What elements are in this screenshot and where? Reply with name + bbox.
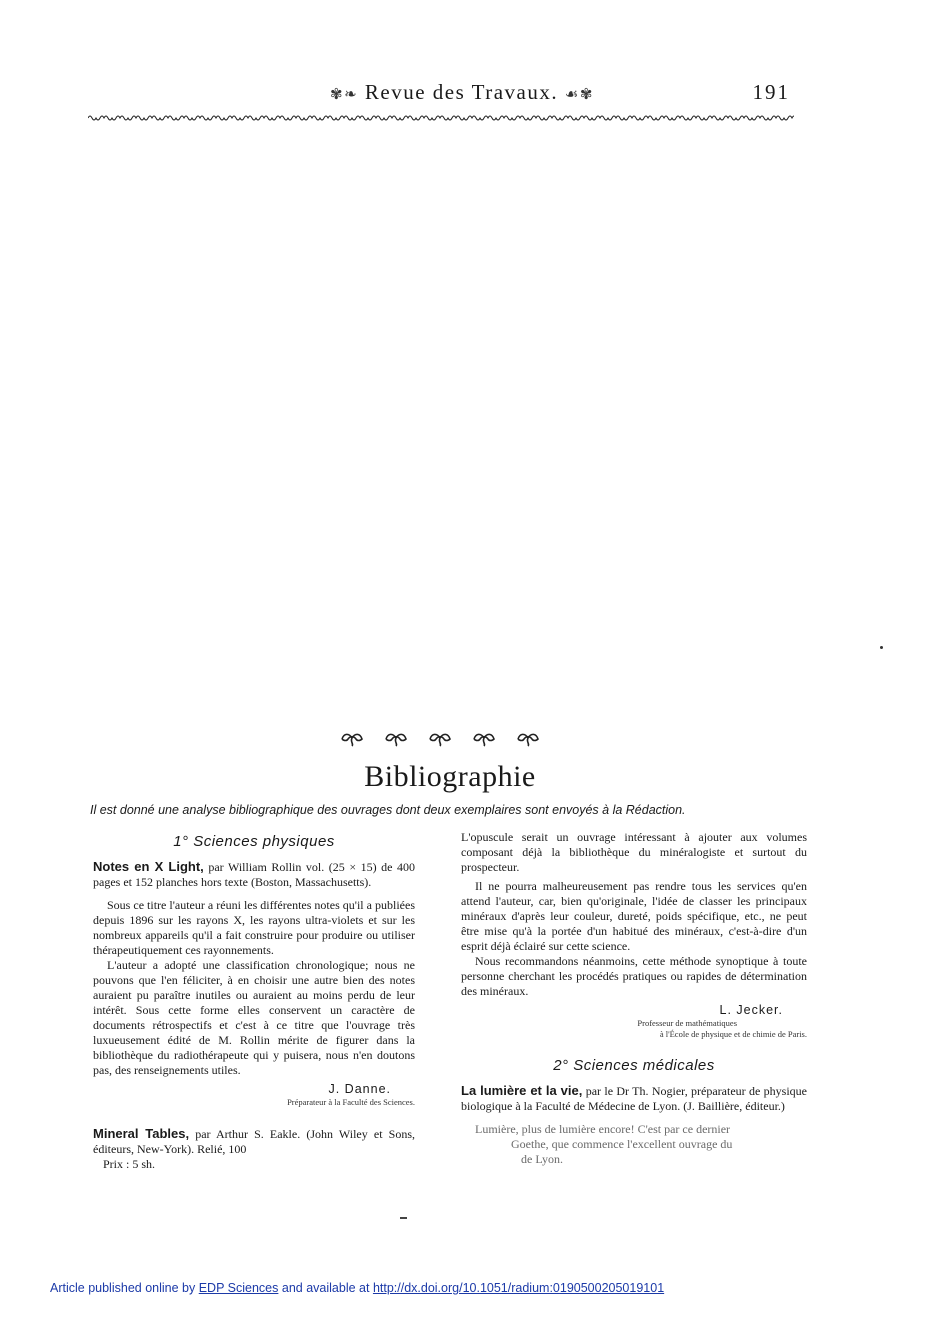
left-column — [93, 830, 415, 1176]
section-title-bibliographie: Bibliographie — [364, 760, 536, 793]
review-paragraph: L'opuscule serait un ouvrage intéressant à ajouter aux volumes composant déjà la bibliothèque du minéralogiste et surtout du prospecteur. — [461, 830, 807, 874]
review-paragraph: L'auteur a adopté une classification chronologique; nous ne pouvons que l'en féliciter, à en choisir une autre bien des notes auraient pu paraître inutiles ou auraient au moins perdu de leur intérêt. Sous cette forme elles conservent un caractère de documents rétrospectifs et c'est à ce titre que l'ouvrage très luxueusement édité de M. Rollin mérite de figurer dans la bibliothèque du radiothérapeute qui y puisera, nous n'en doutons pas, des renseignements utiles. — [93, 958, 415, 1077]
fleuron-row — [340, 728, 550, 750]
book-details: par le Dr Th. Nogier, préparateur de physique biologique à la Faculté de Médecine de Lyon. (J. Baillière, éditeur.) — [461, 1084, 808, 1113]
book-title: Mineral Tables, — [93, 1126, 190, 1141]
fleuron-icon — [474, 734, 494, 746]
ornament-right-icon: ☙✾ — [564, 87, 594, 103]
running-head — [0, 80, 930, 110]
wavy-rule-divider — [88, 113, 794, 123]
fleuron-icon — [386, 734, 406, 746]
review-paragraph: Lumière, plus de lumière encore! C'est par ce dernier — [475, 1122, 731, 1136]
stray-mark — [400, 1217, 407, 1219]
reviewer-role: Préparateur à la Faculté des Sciences. — [287, 1097, 415, 1107]
review-paragraph: Nous recommandons néanmoins, cette méthode synoptique à toute personne cherchant les procédés pratiques ou rapides de détermination des minéraux. — [461, 954, 807, 998]
review-paragraph-fragment: Goethe, que commence l'excellent ouvrage du — [511, 1137, 733, 1151]
speck-dot — [880, 646, 883, 649]
footer-middle: and available at — [281, 1281, 370, 1295]
publisher-link[interactable]: EDP Sciences — [198, 1281, 279, 1295]
book-details: par Arthur S. Eakle. (John Wiley et Sons, éditeurs, New-York). Relié, 100 — [93, 1127, 415, 1156]
book-details: par William Rollin vol. (25 × 15) de 400 pages et 152 planches hors texte (Boston, Massachusetts). — [93, 860, 416, 889]
reviewer-signature: L. Jecker. — [719, 1003, 783, 1017]
ornament-left-icon: ✾❧ — [330, 87, 359, 103]
fleuron-icon — [342, 734, 362, 746]
subsection-title-medicales: 2° Sciences médicales — [553, 1057, 715, 1074]
book-price: Prix : 5 sh. — [103, 1157, 156, 1171]
book-entry-mineral-tables — [93, 1126, 415, 1157]
footer-prefix: Article published online by — [50, 1281, 196, 1295]
subsection-title-physiques: 1° Sciences physiques — [173, 833, 335, 850]
book-title: Notes en X Light, — [93, 859, 204, 874]
reviewer-role: Professeur de mathématiques — [637, 1018, 737, 1028]
publication-footer — [50, 1281, 664, 1295]
bibliography-intro: Il est donné une analyse bibliographique des ouvrages dont deux exemplaires sont envoyés à la Rédaction. — [90, 803, 686, 817]
journal-title — [330, 80, 594, 105]
right-column — [461, 830, 807, 1171]
doi-link[interactable]: http://dx.doi.org/10.1051/radium:0190500205019101 — [372, 1281, 665, 1295]
review-paragraph: Il ne pourra malheureusement pas rendre tous les services qu'en attend l'auteur, car, bien qu'originale, l'idée de classer les principaux minéraux d'après leur couleur, dureté, poids spécifique, etc., ne peut être mise qu'à la portée d'un habitué des minéraux, c'est-à-dire d'un esprit déjà éclairé sur cette science. — [461, 879, 807, 953]
page-number: 191 — [752, 80, 790, 104]
book-title: La lumière et la vie, — [461, 1083, 583, 1098]
fleuron-icon — [518, 734, 538, 746]
book-entry-notes-en-x-light — [93, 859, 415, 890]
reviewer-signature: J. Danne. — [328, 1082, 391, 1096]
journal-title-text: Revue des Travaux. — [364, 80, 559, 104]
reviewer-role: à l'École de physique et de chimie de Paris. — [659, 1029, 807, 1039]
review-paragraph: Sous ce titre l'auteur a réuni les différentes notes qu'il a publiées depuis 1896 sur les rayons X, les rayons ultra-violets et sur les nombreux appareils qu'il a fait construire pour produire ou utiliser thérapeutiquement ces rayonnements. — [93, 898, 415, 957]
fleuron-icon — [430, 734, 450, 746]
review-paragraph-fragment: de Lyon. — [521, 1152, 563, 1166]
book-entry-la-lumiere-et-la-vie — [461, 1083, 807, 1114]
